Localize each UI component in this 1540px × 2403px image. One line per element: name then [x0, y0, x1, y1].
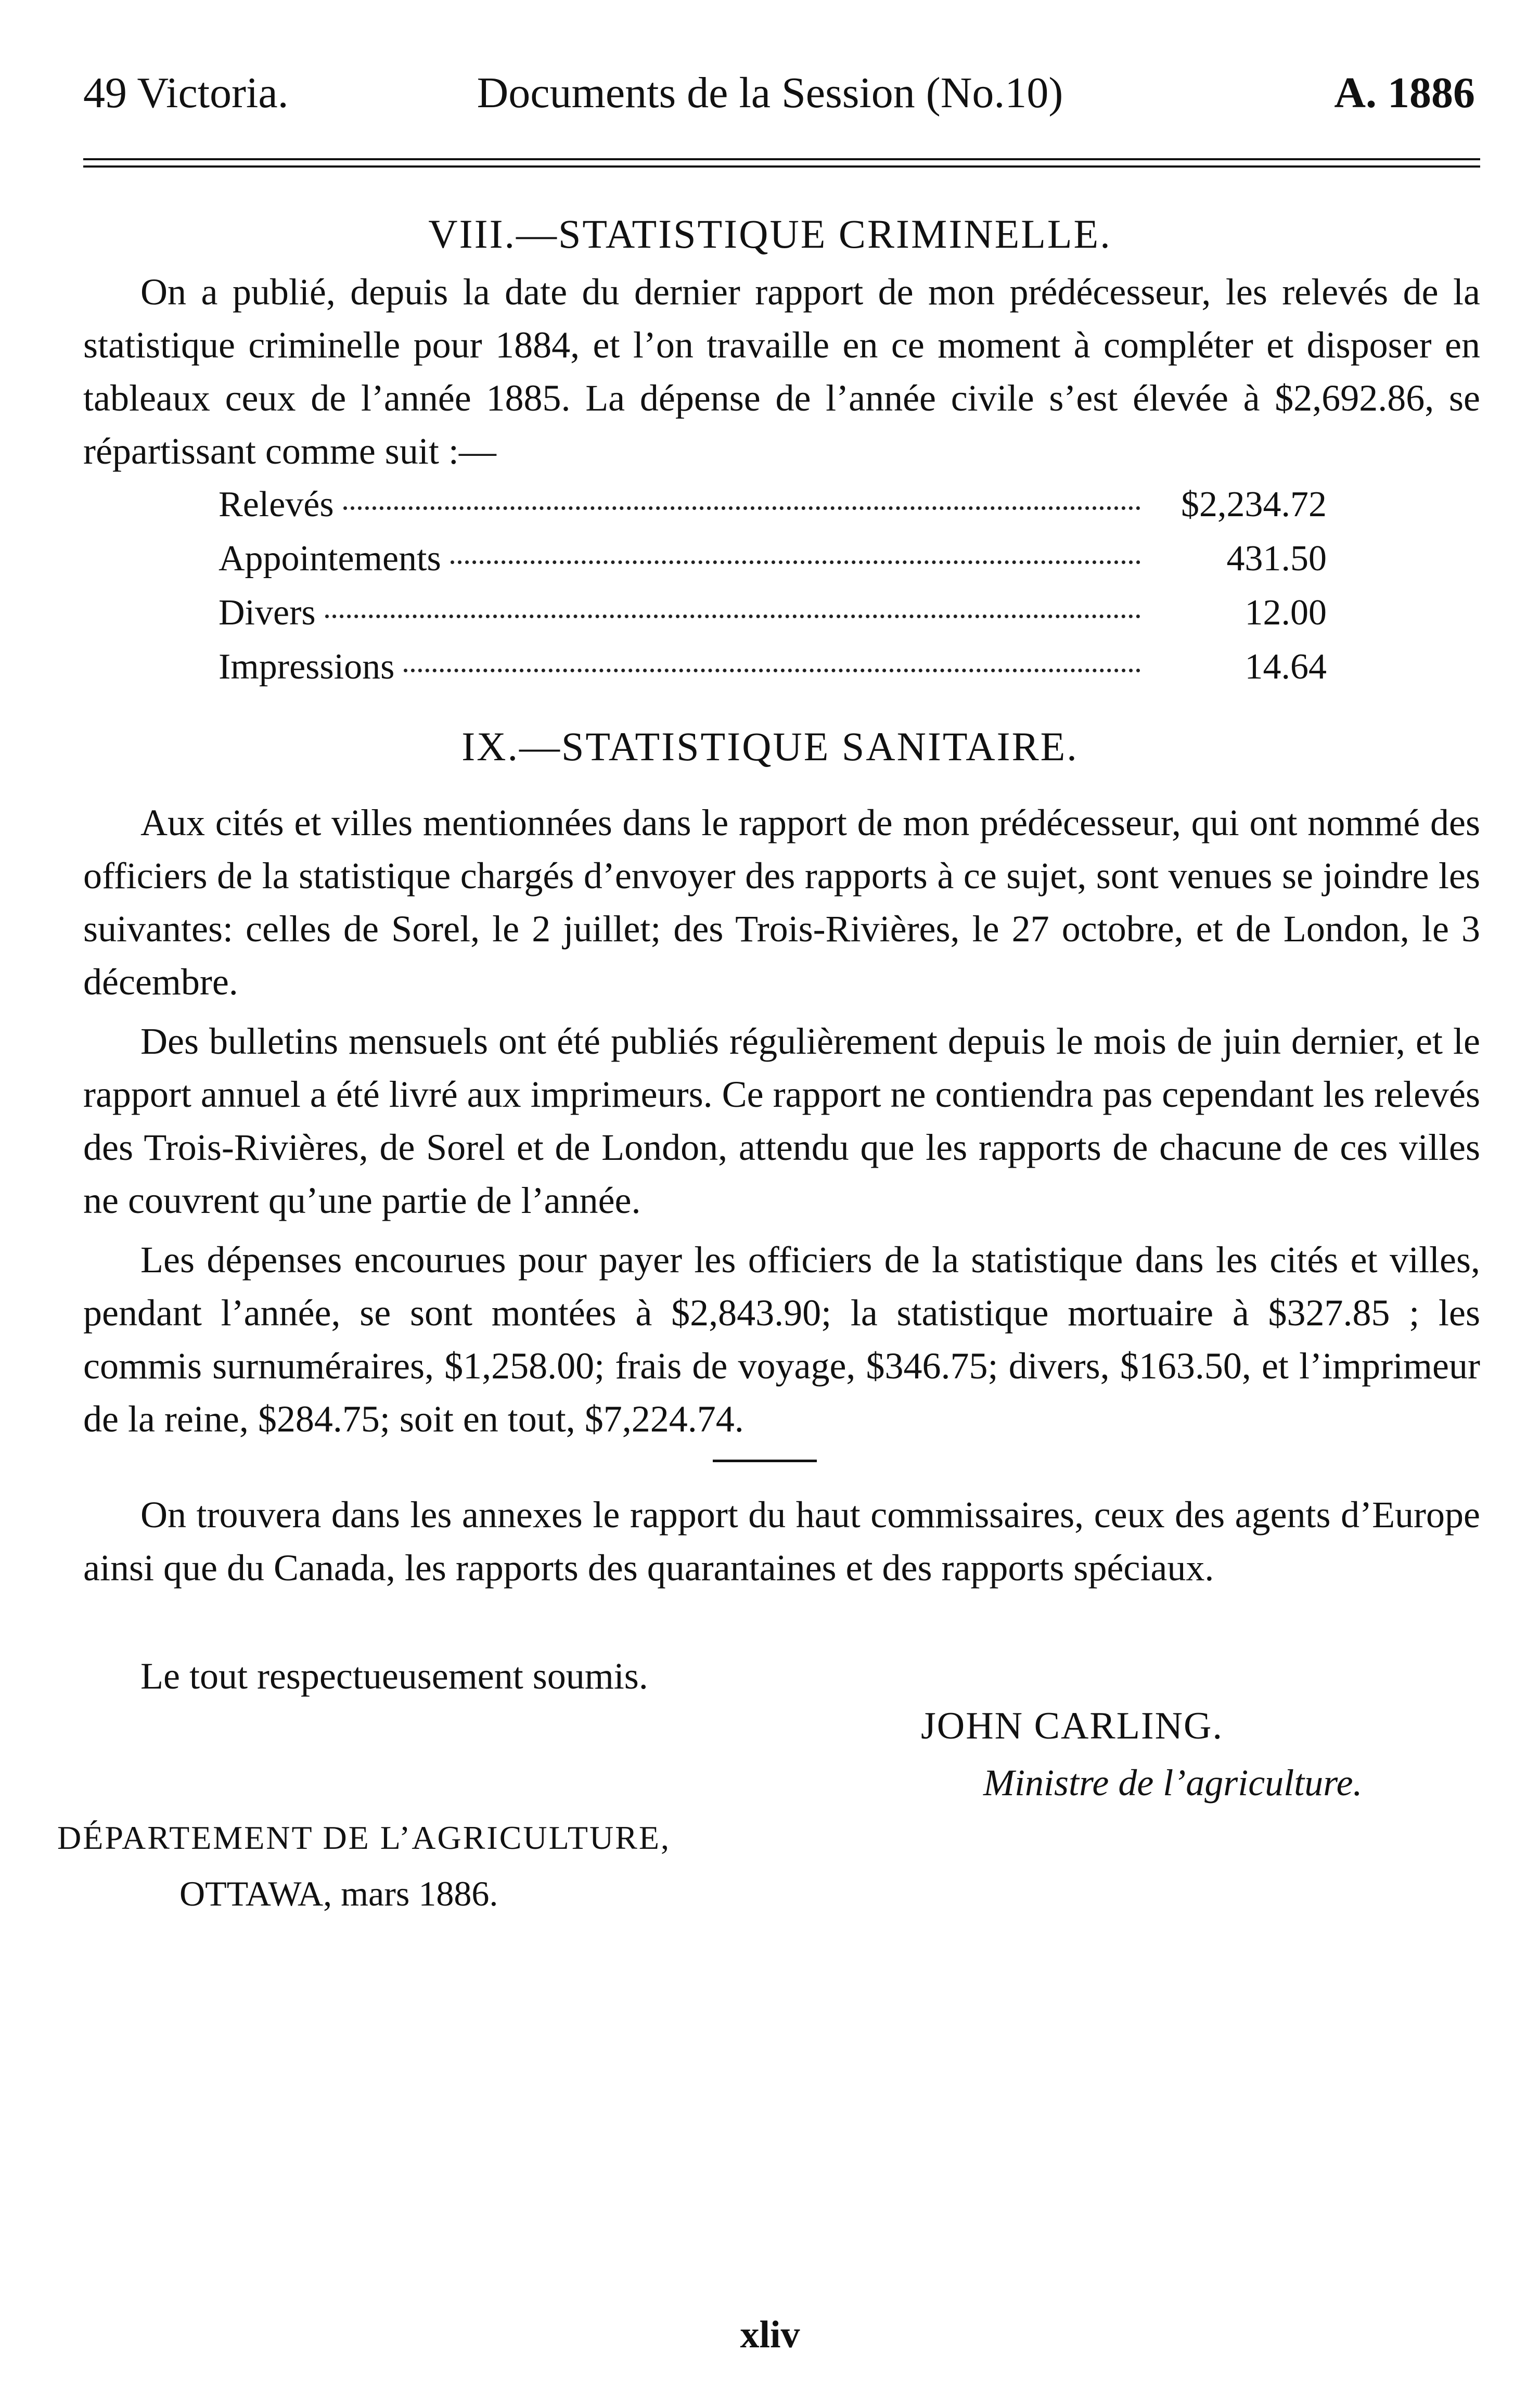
running-header-right: A. 1886: [1334, 69, 1475, 117]
closing-line: Le tout respectueusement soumis.: [140, 1655, 648, 1697]
leader-dots: [451, 560, 1140, 564]
expense-row: [219, 592, 1327, 646]
expense-value: 12.00: [1244, 593, 1327, 633]
leader-dots: [404, 669, 1140, 672]
leader-dots: [343, 506, 1140, 510]
signatory-name: JOHN CARLING.: [921, 1705, 1223, 1747]
expense-label: Divers: [219, 593, 316, 633]
leader-dots: [325, 615, 1140, 618]
expense-label: Appointements: [219, 539, 441, 579]
header-rule-bottom: [83, 165, 1480, 168]
place-and-date: OTTAWA, mars 1886.: [179, 1874, 498, 1913]
section-title-sanitary-statistics: IX.—STATISTIQUE SANITAIRE.: [461, 724, 1079, 769]
expense-row: [219, 484, 1327, 538]
paragraph-bulletins: Des bulletins mensuels ont été publiés régulièrement depuis le mois de juin dernier, et le rapport annuel a été livré aux imprimeurs. Ce rapport ne contiendra pas cependant les relevés des Trois-Rivières, de Sorel et de London, attendu que les rapports de chacune de ces villes ne couvrent qu’une partie de l’année.: [83, 1020, 1480, 1221]
expense-row: [219, 646, 1327, 700]
department-name: DÉPARTEMENT DE L’AGRICULTURE,: [57, 1819, 671, 1856]
running-header-title: Documents de la Session (No.10): [477, 69, 1063, 117]
paragraph-expenses: Les dépenses encourues pour payer les officiers de la statistique dans les cités et villes, pendant l’année, se sont montées à $2,843.90; la statistique mortuaire à $327.85 ; les commis surnuméraires, $1,258.00; frais de voyage, $346.75; divers, $163.50, et l’imprimeur de la reine, $284.75; soit en tout, $7,224.74.: [83, 1239, 1480, 1440]
section-title-criminal-statistics: VIII.—STATISTIQUE CRIMINELLE.: [428, 211, 1112, 257]
running-header-left: 49 Victoria.: [83, 69, 289, 117]
paragraph-criminal-statistics: On a publié, depuis la date du dernier rapport de mon prédécesseur, les relevés de la statistique criminelle pour 1884, et l’on travaille en ce moment à compléter et disposer en tableaux ceux de l’année 1885. La dépense de l’année civile s’est élevée à $2,692.86, se répartissant comme suit :—: [83, 271, 1480, 472]
header-rule-top: [83, 158, 1480, 160]
section-divider: [713, 1460, 817, 1462]
expense-label: Impressions: [219, 647, 395, 687]
paragraph-cities: Aux cités et villes mentionnées dans le rapport de mon prédécesseur, qui ont nommé des officiers de la statistique chargés d’envoyer des rapports à ce sujet, sont venues se joindre les suivantes: celles de Sorel, le 2 juillet; des Trois-Rivières, le 27 octobre, et de London, le 3 décembre.: [83, 802, 1480, 1003]
expense-row: [219, 538, 1327, 592]
signatory-title: Ministre de l’agriculture.: [983, 1762, 1363, 1804]
paragraph-annexes: On trouvera dans les annexes le rapport du haut commissaires, ceux des agents d’Europe ainsi que du Canada, les rapports des quarantaines et des rapports spéciaux.: [83, 1494, 1480, 1589]
expense-label: Relevés: [219, 484, 334, 525]
expense-value: $2,234.72: [1181, 484, 1327, 525]
expense-value: 431.50: [1226, 539, 1327, 579]
expense-value: 14.64: [1244, 647, 1327, 687]
page-number: xliv: [740, 2313, 800, 2356]
